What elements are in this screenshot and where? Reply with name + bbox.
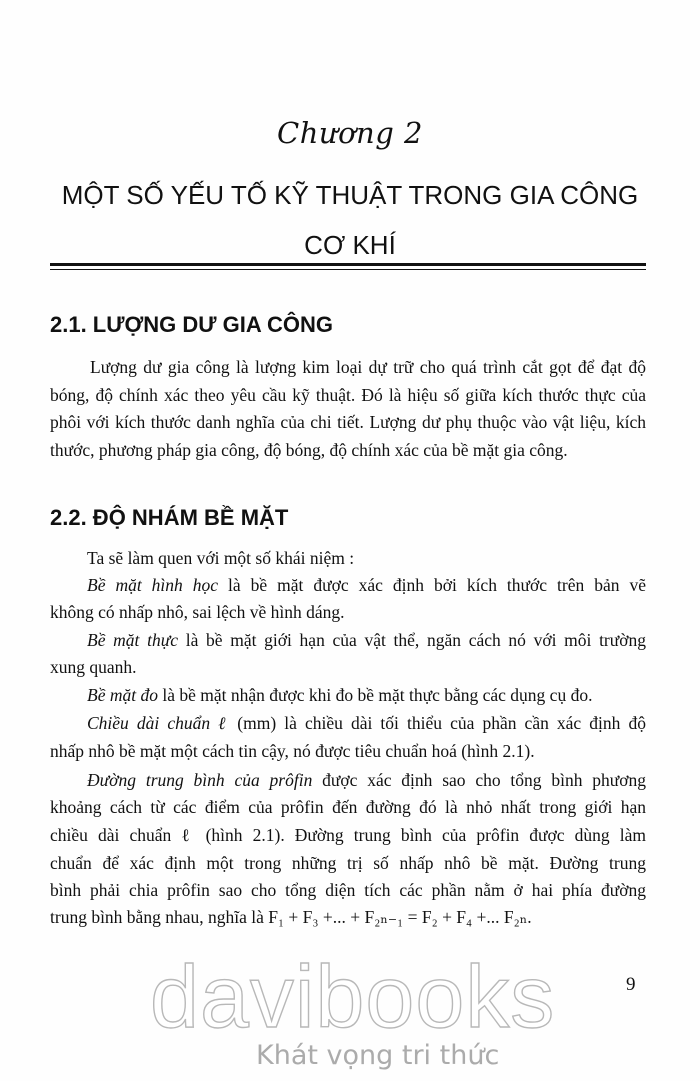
definition-text: (mm) là chiều dài tối thiểu của phần cần xác định độ: [229, 713, 646, 733]
definition-reference-length: [87, 713, 646, 734]
definition-text: là bề mặt nhận được khi đo bề mặt thực bằng các dụng cụ đo.: [157, 685, 593, 705]
term-geometric-surface: Bề mặt hình học: [87, 575, 219, 595]
definition-real-surface: [87, 630, 646, 651]
chapter-label: Chương 2: [277, 116, 423, 150]
section-heading-2-1: 2.1. LƯỢNG DƯ GIA CÔNG: [50, 312, 334, 337]
definition-mean-line-cont-5: trung bình bằng nhau, nghĩa là F₁ + F₃ +... + F₂ₙ₋₁ = F₂ + F₄ +... F₂ₙ.: [50, 907, 532, 927]
definition-geometric-surface: [87, 575, 646, 596]
term-reference-length: Chiều dài chuẩn ℓ: [87, 713, 230, 733]
term-real-surface: Bề mặt thực: [87, 630, 179, 650]
section-heading-2-2: 2.2. ĐỘ NHÁM BỀ MẶT: [50, 505, 289, 530]
chapter-title-line-1: MỘT SỐ YẾU TỐ KỸ THUẬT TRONG GIA CÔNG: [61, 180, 639, 210]
chapter-title: [40, 170, 660, 270]
watermark-brand: davibooks: [150, 947, 556, 1046]
chapter-title-line-2: CƠ KHÍ: [304, 230, 396, 260]
definition-real-surface-cont: xung quanh.: [50, 657, 137, 677]
definition-measured-surface: [87, 685, 646, 706]
watermark-tagline: Khát vọng tri thức: [256, 1040, 500, 1071]
definition-geometric-surface-cont: không có nhấp nhô, sai lệch về hình dáng.: [50, 602, 345, 622]
page-number: 9: [626, 974, 636, 995]
title-divider-thin: [50, 269, 646, 270]
section-2-1-paragraph: Lượng dư gia công là lượng kim loại dự trữ cho quá trình cắt gọt để đạt độ bóng, độ chính xác theo yêu cầu kỹ thuật. Đó là hiệu số giữa kích thước thực của phôi với kích thước danh nghĩa của chi tiết. Lượng dư phụ thuộc vào vật liệu, kích thước, phương pháp gia công, độ bóng, độ chính xác của bề mặt gia công.: [50, 357, 646, 460]
term-mean-line: Đường trung bình của prôfin: [87, 770, 313, 790]
title-divider-thick: [50, 263, 646, 266]
definition-text: là bề mặt được xác định bởi kích thước trên bản vẽ: [218, 575, 646, 595]
definition-mean-line-cont-4: bình phải chia prôfin sao cho tổng diện tích các phần nằm ở hai phía đường: [50, 880, 646, 900]
definition-text: là bề mặt giới hạn của vật thể, ngăn cách nó với môi trường: [178, 630, 647, 650]
concepts-intro: Ta sẽ làm quen với một số khái niệm :: [87, 548, 355, 568]
definition-reference-length-cont: nhấp nhô bề mặt một cách tin cậy, nó được tiêu chuẩn hoá (hình 2.1).: [50, 741, 535, 761]
definition-text: được xác định sao cho tổng bình phương: [312, 770, 647, 790]
definition-mean-line: [87, 770, 646, 791]
definition-mean-line-cont-2: chiều dài chuẩn ℓ (hình 2.1). Đường trung bình của prôfin được dùng làm: [50, 825, 646, 845]
definition-mean-line-cont-1: khoảng cách từ các điểm của prôfin đến đường đó là nhỏ nhất trong giới hạn: [50, 797, 646, 817]
term-measured-surface: Bề mặt đo: [87, 685, 158, 705]
definition-mean-line-cont-3: chuẩn để xác định một trong những trị số nhấp nhô bề mặt. Đường trung: [50, 853, 646, 873]
